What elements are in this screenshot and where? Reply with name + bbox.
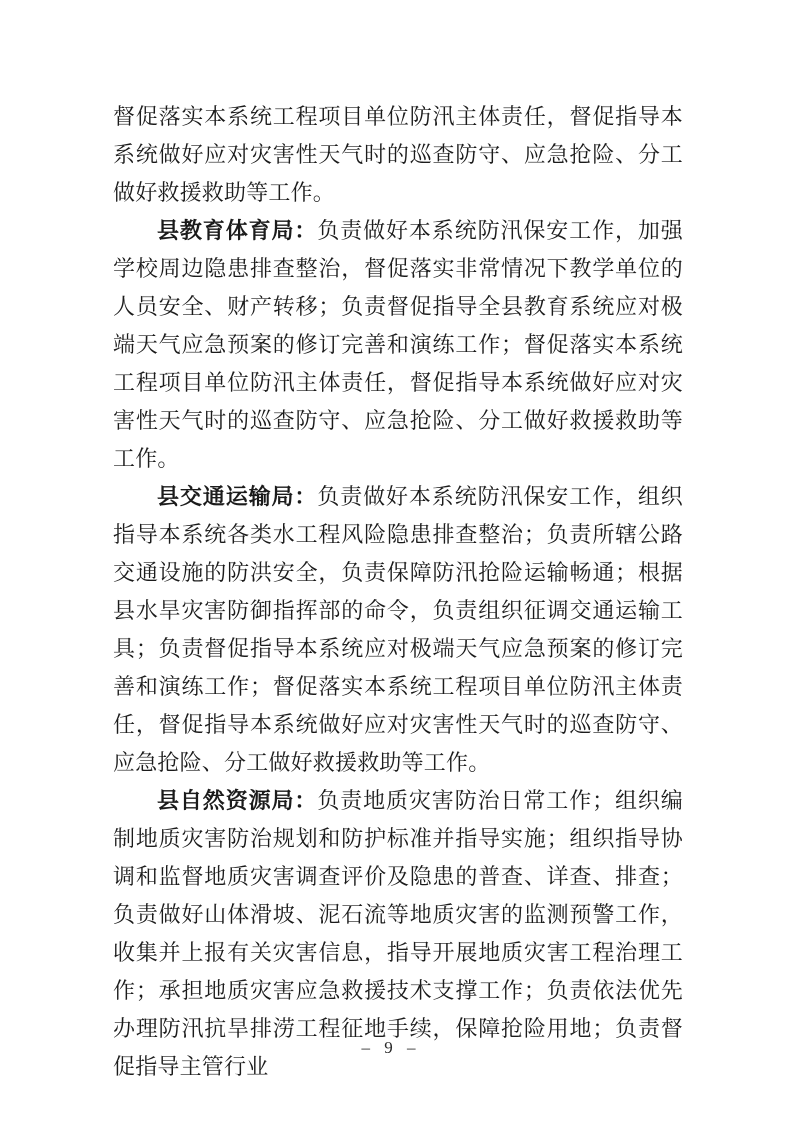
- paragraph-text: 督促落实本系统工程项目单位防汛主体责任，督促指导本系统做好应对灾害性天气时的巡查防守、应急抢险、分工做好救援救助等工作。: [113, 104, 683, 205]
- paragraph-transport-bureau: [113, 478, 683, 782]
- page-number: – 9 –: [361, 1038, 421, 1057]
- paragraph-education-sports-bureau: [113, 212, 683, 478]
- department-name: 县交通运输局：: [157, 484, 318, 509]
- paragraph-continuation: [113, 98, 683, 212]
- paragraph-text: 负责做好本系统防汛保安工作，组织指导本系统各类水工程风险隐患排查整治；负责所辖公路交通设施的防洪安全，负责保障防汛抢险运输畅通；根据县水旱灾害防御指挥部的命令，负责组织征调交通运输工具；负责督促指导本系统应对极端天气应急预案的修订完善和演练工作；督促落实本系统工程项目单位防汛主体责任，督促指导本系统做好应对灾害性天气时的巡查防守、应急抢险、分工做好救援救助等工作。: [113, 484, 684, 775]
- department-name: 县自然资源局：: [157, 788, 318, 813]
- paragraph-text: 负责地质灾害防治日常工作；组织编制地质灾害防治规划和防护标准并指导实施；组织指导协调和监督地质灾害调查评价及隐患的普查、详查、排查；负责做好山体滑坡、泥石流等地质灾害的监测预警工作，收集并上报有关灾害信息，指导开展地质灾害工程治理工作；承担地质灾害应急救援技术支撑工作；负责依法优先办理防汛抗旱排涝工程征地手续，保障抢险用地；负责督促指导主管行业: [113, 788, 684, 1079]
- department-name: 县教育体育局：: [157, 218, 318, 243]
- paragraph-text: 负责做好本系统防汛保安工作，加强学校周边隐患排查整治，督促落实非常情况下教学单位的人员安全、财产转移；负责督促指导全县教育系统应对极端天气应急预案的修订完善和演练工作；督促落实本系统工程项目单位防汛主体责任，督促指导本系统做好应对灾害性天气时的巡查防守、应急抢险、分工做好救援救助等工作。: [113, 218, 684, 471]
- document-body: [113, 98, 683, 1086]
